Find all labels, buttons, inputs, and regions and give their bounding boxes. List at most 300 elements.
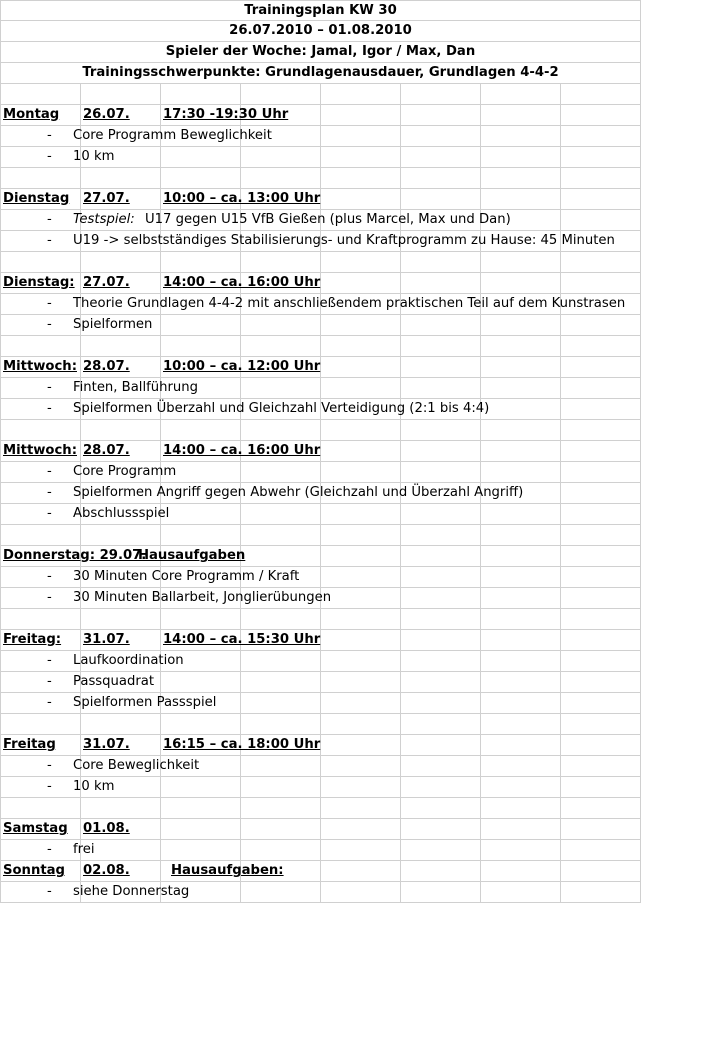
grid-line [320, 861, 321, 881]
grid-line [320, 567, 321, 587]
grid-line [80, 861, 81, 881]
grid-line [560, 252, 561, 272]
grid-line [640, 819, 641, 839]
spacer-row [0, 168, 641, 189]
grid-line [480, 630, 481, 650]
header-row [0, 63, 641, 84]
session-item-row [0, 231, 641, 252]
grid-line [320, 126, 321, 146]
session-item: Spielformen Überzahl und Gleichzahl Verteidigung (2:1 bis 4:4) [73, 401, 490, 416]
bullet-dash: - [47, 758, 52, 773]
grid-line [160, 252, 161, 272]
grid-line [0, 798, 1, 818]
session-date: 27.07. [83, 191, 130, 206]
header-row [0, 42, 641, 63]
grid-line [480, 777, 481, 797]
grid-line [400, 756, 401, 776]
grid-line [640, 315, 641, 335]
grid-line [640, 357, 641, 377]
grid-line [240, 420, 241, 440]
gridlines [0, 252, 641, 272]
grid-line [320, 840, 321, 860]
grid-line [560, 567, 561, 587]
grid-line [80, 819, 81, 839]
grid-line [400, 798, 401, 818]
grid-line [400, 546, 401, 566]
grid-line [320, 546, 321, 566]
grid-line [160, 105, 161, 125]
grid-line [160, 357, 161, 377]
grid-line [480, 126, 481, 146]
session-item-row [0, 315, 641, 336]
grid-line [80, 798, 81, 818]
grid-line [0, 315, 1, 335]
grid-line [320, 525, 321, 545]
session-item: frei [73, 842, 95, 857]
grid-line [560, 399, 561, 419]
grid-line [0, 756, 1, 776]
grid-line [240, 147, 241, 167]
grid-line [560, 420, 561, 440]
session-item: Theorie Grundlagen 4-4-2 mit anschließendem praktischen Teil auf dem Kunstrasen [73, 296, 626, 311]
spacer-row [0, 252, 641, 273]
grid-line [0, 861, 1, 881]
grid-line [560, 798, 561, 818]
grid-line [400, 252, 401, 272]
grid-line [480, 840, 481, 860]
spacer-row [0, 798, 641, 819]
gridlines [0, 609, 641, 629]
grid-line [400, 126, 401, 146]
grid-line [0, 105, 1, 125]
grid-line [160, 420, 161, 440]
grid-line [80, 357, 81, 377]
grid-line [640, 672, 641, 692]
grid-line [560, 126, 561, 146]
session-item-row [0, 777, 641, 798]
bullet-dash: - [47, 884, 52, 899]
session-day: Freitag: [3, 632, 62, 647]
grid-line [560, 147, 561, 167]
grid-line [80, 609, 81, 629]
session-item: U17 gegen U15 VfB Gießen (plus Marcel, Max und Dan) [145, 212, 511, 227]
plan-title: Trainingsplan KW 30 [244, 3, 397, 18]
grid-line [320, 168, 321, 188]
session-item: Passquadrat [73, 674, 155, 689]
grid-line [240, 882, 241, 902]
grid-line [640, 147, 641, 167]
session-item: Spielformen Angriff gegen Abwehr (Gleichzahl und Überzahl Angriff) [73, 485, 524, 500]
grid-line [320, 777, 321, 797]
grid-line [160, 777, 161, 797]
grid-line [560, 210, 561, 230]
grid-line [160, 672, 161, 692]
grid-line [0, 735, 1, 755]
grid-line [400, 672, 401, 692]
grid-line [480, 168, 481, 188]
grid-line [320, 714, 321, 734]
grid-line [400, 693, 401, 713]
grid-line [160, 630, 161, 650]
grid-line [480, 882, 481, 902]
session-date: 31.07. [83, 632, 130, 647]
bullet-dash: - [47, 653, 52, 668]
grid-line [640, 504, 641, 524]
bullet-dash: - [47, 779, 52, 794]
grid-line [0, 546, 1, 566]
grid-line [400, 315, 401, 335]
session-day: Mittwoch: [3, 443, 77, 458]
grid-line [0, 189, 1, 209]
grid-line [560, 777, 561, 797]
grid-line [640, 567, 641, 587]
grid-line [320, 798, 321, 818]
grid-line [560, 630, 561, 650]
testspiel-label: Testspiel: [73, 212, 135, 227]
grid-line [480, 693, 481, 713]
grid-line [160, 861, 161, 881]
grid-line [480, 672, 481, 692]
session-date: 01.08. [83, 821, 130, 836]
session-time: 14:00 – ca. 15:30 Uhr [163, 632, 321, 647]
grid-line [400, 651, 401, 671]
grid-line [640, 252, 641, 272]
session-item: U19 -> selbstständiges Stabilisierungs- und Kraftprogramm zu Hause: 45 Minuten [73, 233, 615, 248]
session-time: Hausaufgaben: [171, 863, 284, 878]
grid-line [160, 840, 161, 860]
grid-line [560, 483, 561, 503]
header-row [0, 21, 641, 42]
grid-line [160, 273, 161, 293]
grid-line [480, 420, 481, 440]
grid-line [160, 147, 161, 167]
grid-line [480, 651, 481, 671]
grid-line [480, 756, 481, 776]
grid-line [160, 84, 161, 104]
session-item-row [0, 588, 641, 609]
grid-line [560, 357, 561, 377]
session-item-row [0, 210, 641, 231]
session-item-row [0, 882, 641, 903]
bullet-dash: - [47, 485, 52, 500]
grid-line [160, 315, 161, 335]
session-header-row [0, 819, 641, 840]
gridlines [0, 798, 641, 818]
grid-line [640, 546, 641, 566]
grid-line [640, 609, 641, 629]
grid-line [0, 462, 1, 482]
bullet-dash: - [47, 317, 52, 332]
session-item-row [0, 504, 641, 525]
grid-line [400, 882, 401, 902]
grid-line [400, 462, 401, 482]
grid-line [400, 777, 401, 797]
session-item-row [0, 567, 641, 588]
grid-line [400, 525, 401, 545]
spacer-row [0, 336, 641, 357]
grid-line [640, 441, 641, 461]
grid-line [0, 609, 1, 629]
grid-line [640, 630, 641, 650]
session-item: 10 km [73, 149, 115, 164]
gridlines [0, 84, 641, 104]
session-time: 14:00 – ca. 16:00 Uhr [163, 275, 321, 290]
grid-line [320, 693, 321, 713]
grid-line [640, 525, 641, 545]
grid-line [320, 882, 321, 902]
grid-line [80, 735, 81, 755]
grid-line [0, 882, 1, 902]
session-item-row [0, 840, 641, 861]
grid-line [160, 189, 161, 209]
grid-line [400, 609, 401, 629]
grid-line [0, 273, 1, 293]
grid-line [400, 336, 401, 356]
grid-line [640, 210, 641, 230]
session-item-row [0, 651, 641, 672]
grid-line [0, 819, 1, 839]
grid-line [80, 336, 81, 356]
grid-line [0, 210, 1, 230]
grid-line [240, 525, 241, 545]
session-header-row [0, 273, 641, 294]
week-dates: 26.07.2010 – 01.08.2010 [229, 23, 412, 38]
grid-line [320, 252, 321, 272]
grid-line [80, 252, 81, 272]
grid-line [480, 189, 481, 209]
grid-line [560, 756, 561, 776]
grid-line [480, 462, 481, 482]
session-date: 31.07. [83, 737, 130, 752]
grid-line [560, 651, 561, 671]
grid-line [400, 567, 401, 587]
session-header-row [0, 630, 641, 651]
session-item: Spielformen [73, 317, 153, 332]
grid-line [240, 84, 241, 104]
grid-line [240, 336, 241, 356]
grid-line [480, 357, 481, 377]
session-header-row [0, 861, 641, 882]
grid-line [240, 378, 241, 398]
session-item: Core Beweglichkeit [73, 758, 200, 773]
grid-line [640, 840, 641, 860]
grid-line [0, 777, 1, 797]
grid-line [640, 294, 641, 314]
spacer-row [0, 714, 641, 735]
grid-line [400, 147, 401, 167]
session-item: Core Programm [73, 464, 177, 479]
session-time: Hausaufgaben [138, 548, 246, 563]
grid-line [0, 525, 1, 545]
grid-line [240, 609, 241, 629]
grid-line [560, 84, 561, 104]
grid-line [560, 714, 561, 734]
bullet-dash: - [47, 380, 52, 395]
grid-line [560, 462, 561, 482]
grid-line [320, 462, 321, 482]
players-of-week: Spieler der Woche: Jamal, Igor / Max, Dan [165, 44, 476, 59]
grid-line [640, 378, 641, 398]
grid-line [0, 483, 1, 503]
session-day: Samstag [3, 821, 68, 836]
grid-line [320, 504, 321, 524]
grid-line [0, 672, 1, 692]
grid-line [560, 861, 561, 881]
session-time: 14:00 – ca. 16:00 Uhr [163, 443, 321, 458]
grid-line [320, 84, 321, 104]
grid-line [160, 525, 161, 545]
grid-line [240, 168, 241, 188]
session-item-row [0, 756, 641, 777]
grid-line [320, 105, 321, 125]
grid-line [480, 567, 481, 587]
grid-line [400, 84, 401, 104]
grid-line [400, 168, 401, 188]
session-header-row [0, 441, 641, 462]
spacer-row [0, 420, 641, 441]
grid-line [240, 798, 241, 818]
grid-line [640, 714, 641, 734]
grid-line [240, 756, 241, 776]
session-date: 26.07. [83, 107, 130, 122]
grid-line [560, 735, 561, 755]
grid-line [480, 714, 481, 734]
grid-line [80, 630, 81, 650]
grid-line [640, 798, 641, 818]
session-item-row [0, 126, 641, 147]
session-date: 27.07. [83, 275, 130, 290]
grid-line [480, 273, 481, 293]
session-time: 10:00 – ca. 13:00 Uhr [163, 191, 321, 206]
grid-line [0, 252, 1, 272]
session-day: Freitag [3, 737, 56, 752]
grid-line [560, 504, 561, 524]
grid-line [240, 672, 241, 692]
grid-line [0, 378, 1, 398]
bullet-dash: - [47, 149, 52, 164]
grid-line [640, 168, 641, 188]
session-day: Montag [3, 107, 60, 122]
grid-line [640, 105, 641, 125]
gridlines [0, 336, 641, 356]
grid-line [560, 189, 561, 209]
session-date: 28.07. [83, 359, 130, 374]
grid-line [480, 252, 481, 272]
grid-line [560, 840, 561, 860]
session-item: 10 km [73, 779, 115, 794]
bullet-dash: - [47, 401, 52, 416]
grid-line [0, 357, 1, 377]
grid-line [480, 315, 481, 335]
grid-line [400, 840, 401, 860]
session-item: Abschlussspiel [73, 506, 170, 521]
grid-line [560, 441, 561, 461]
grid-line [640, 399, 641, 419]
grid-line [480, 336, 481, 356]
bullet-dash: - [47, 233, 52, 248]
grid-line [240, 714, 241, 734]
grid-line [0, 840, 1, 860]
gridlines [0, 525, 641, 545]
grid-line [0, 651, 1, 671]
grid-line [400, 861, 401, 881]
grid-line [560, 168, 561, 188]
grid-line [80, 441, 81, 461]
grid-line [560, 525, 561, 545]
grid-line [560, 609, 561, 629]
grid-line [160, 735, 161, 755]
grid-line [0, 126, 1, 146]
bullet-dash: - [47, 506, 52, 521]
grid-line [480, 588, 481, 608]
session-day: Sonntag [3, 863, 65, 878]
grid-line [640, 882, 641, 902]
grid-line [480, 861, 481, 881]
grid-line [640, 693, 641, 713]
session-item: siehe Donnerstag [73, 884, 190, 899]
session-header-row [0, 546, 641, 567]
grid-line [400, 819, 401, 839]
grid-line [160, 168, 161, 188]
grid-line [480, 798, 481, 818]
grid-line [400, 105, 401, 125]
grid-line [0, 630, 1, 650]
session-item: 30 Minuten Core Programm / Kraft [73, 569, 300, 584]
grid-line [560, 882, 561, 902]
gridlines [0, 168, 641, 188]
session-date: 02.08. [83, 863, 130, 878]
session-item: Finten, Ballführung [73, 380, 198, 395]
grid-line [400, 273, 401, 293]
bullet-dash: - [47, 842, 52, 857]
session-item: Laufkoordination [73, 653, 184, 668]
session-day: Dienstag: [3, 275, 75, 290]
grid-line [480, 441, 481, 461]
session-item-row [0, 147, 641, 168]
grid-line [0, 567, 1, 587]
bullet-dash: - [47, 590, 52, 605]
grid-line [640, 462, 641, 482]
session-item-row [0, 462, 641, 483]
session-header-row [0, 735, 641, 756]
grid-line [0, 147, 1, 167]
grid-line [0, 84, 1, 104]
grid-line [480, 525, 481, 545]
session-day: Dienstag [3, 191, 70, 206]
grid-line [160, 336, 161, 356]
grid-line [80, 189, 81, 209]
grid-line [80, 420, 81, 440]
grid-line [320, 420, 321, 440]
grid-line [640, 588, 641, 608]
grid-line [160, 798, 161, 818]
grid-line [480, 105, 481, 125]
grid-line [640, 189, 641, 209]
grid-line [560, 273, 561, 293]
session-day: Donnerstag: 29.07. [3, 548, 147, 563]
grid-line [640, 84, 641, 104]
grid-line [320, 315, 321, 335]
session-item: Core Programm Beweglichkeit [73, 128, 272, 143]
grid-line [0, 420, 1, 440]
grid-line [640, 735, 641, 755]
grid-line [0, 714, 1, 734]
bullet-dash: - [47, 569, 52, 584]
session-header-row [0, 105, 641, 126]
grid-line [480, 147, 481, 167]
session-item-row [0, 672, 641, 693]
grid-line [240, 462, 241, 482]
